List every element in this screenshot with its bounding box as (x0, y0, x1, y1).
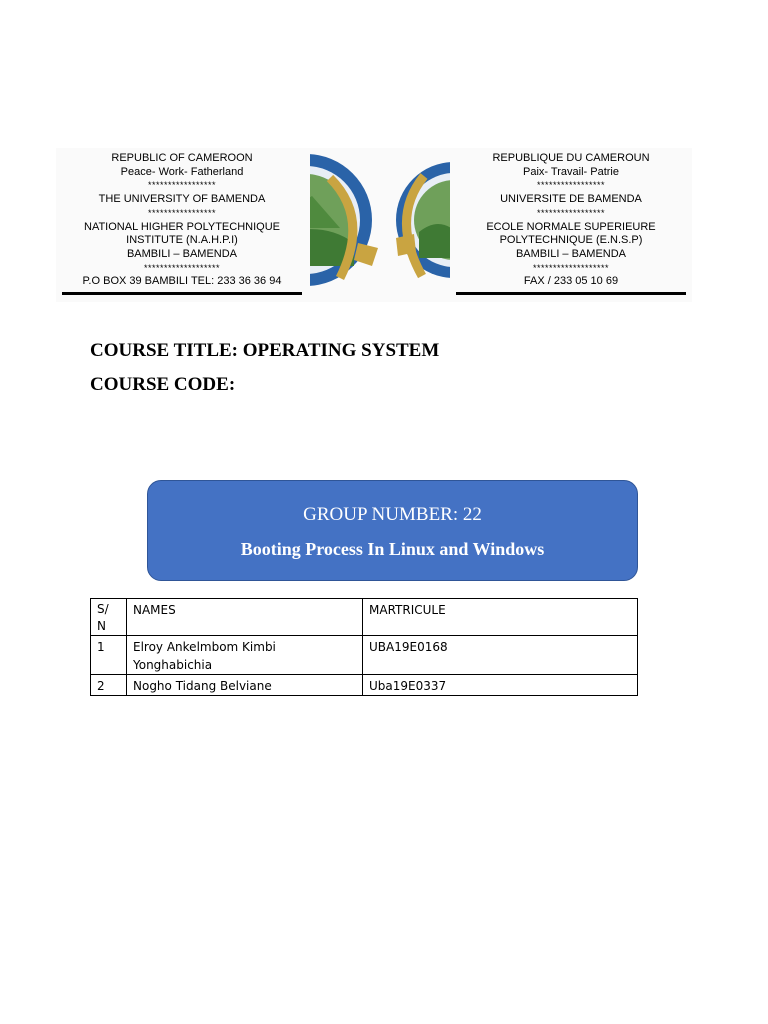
cell-matricule: UBA19E0168 (363, 636, 638, 675)
course-code: COURSE CODE: (90, 374, 236, 395)
cell-sn: 1 (91, 636, 127, 675)
members-table (90, 598, 638, 696)
separator: ***************** (147, 207, 217, 218)
country-name: REPUBLIQUE DU CAMEROUN (492, 152, 650, 164)
letterhead (56, 148, 692, 302)
location: BAMBILI – BAMENDA (515, 247, 627, 260)
column-header-names: NAMES (127, 599, 363, 636)
cell-matricule: Uba19E0337 (363, 675, 638, 696)
institute-name: NATIONAL HIGHER POLYTECHNIQUE (84, 220, 280, 233)
table-header-row (91, 599, 638, 636)
institute-name: INSTITUTE (N.A.H.P.I) (126, 234, 238, 247)
cell-name: Elroy Ankelmbom Kimbi Yonghabichia (127, 636, 363, 675)
group-topic: Booting Process In Linux and Windows (240, 539, 545, 559)
separator: ******************* (143, 262, 221, 273)
letterhead-french (454, 152, 688, 289)
institute-name: POLYTECHNIQUE (E.N.S.P) (499, 234, 643, 247)
header-rule (62, 292, 302, 295)
university-seal-icon (394, 148, 450, 298)
separator: ******************* (532, 262, 610, 273)
cell-name: Nogho Tidang Belviane (127, 675, 363, 696)
university-seal-icon (310, 148, 380, 298)
separator: ***************** (147, 180, 217, 191)
separator: ***************** (536, 180, 606, 191)
separator: ***************** (536, 207, 606, 218)
university-name: THE UNIVERSITY OF BAMENDA (98, 193, 266, 206)
header-rule (456, 292, 686, 295)
group-number: GROUP NUMBER: 22 (303, 504, 482, 525)
cell-sn: 2 (91, 675, 127, 696)
group-banner (147, 480, 638, 581)
course-title: COURSE TITLE: OPERATING SYSTEM (90, 340, 440, 361)
table-row (91, 675, 638, 696)
national-motto: Peace- Work- Fatherland (120, 165, 244, 178)
national-motto: Paix- Travail- Patrie (523, 165, 619, 178)
letterhead-english (60, 152, 304, 289)
country-name: REPUBLIC OF CAMEROON (111, 152, 253, 164)
contact-info: P.O BOX 39 BAMBILI TEL: 233 36 36 94 (82, 275, 282, 288)
university-name: UNIVERSITE DE BAMENDA (500, 193, 642, 206)
location: BAMBILI – BAMENDA (126, 247, 238, 260)
contact-info: FAX / 233 05 10 69 (523, 275, 619, 288)
column-header-sn: S/ N (91, 599, 127, 636)
column-header-matricule: MARTRICULE (363, 599, 638, 636)
table-row (91, 636, 638, 675)
institute-name: ECOLE NORMALE SUPERIEURE (486, 220, 656, 233)
